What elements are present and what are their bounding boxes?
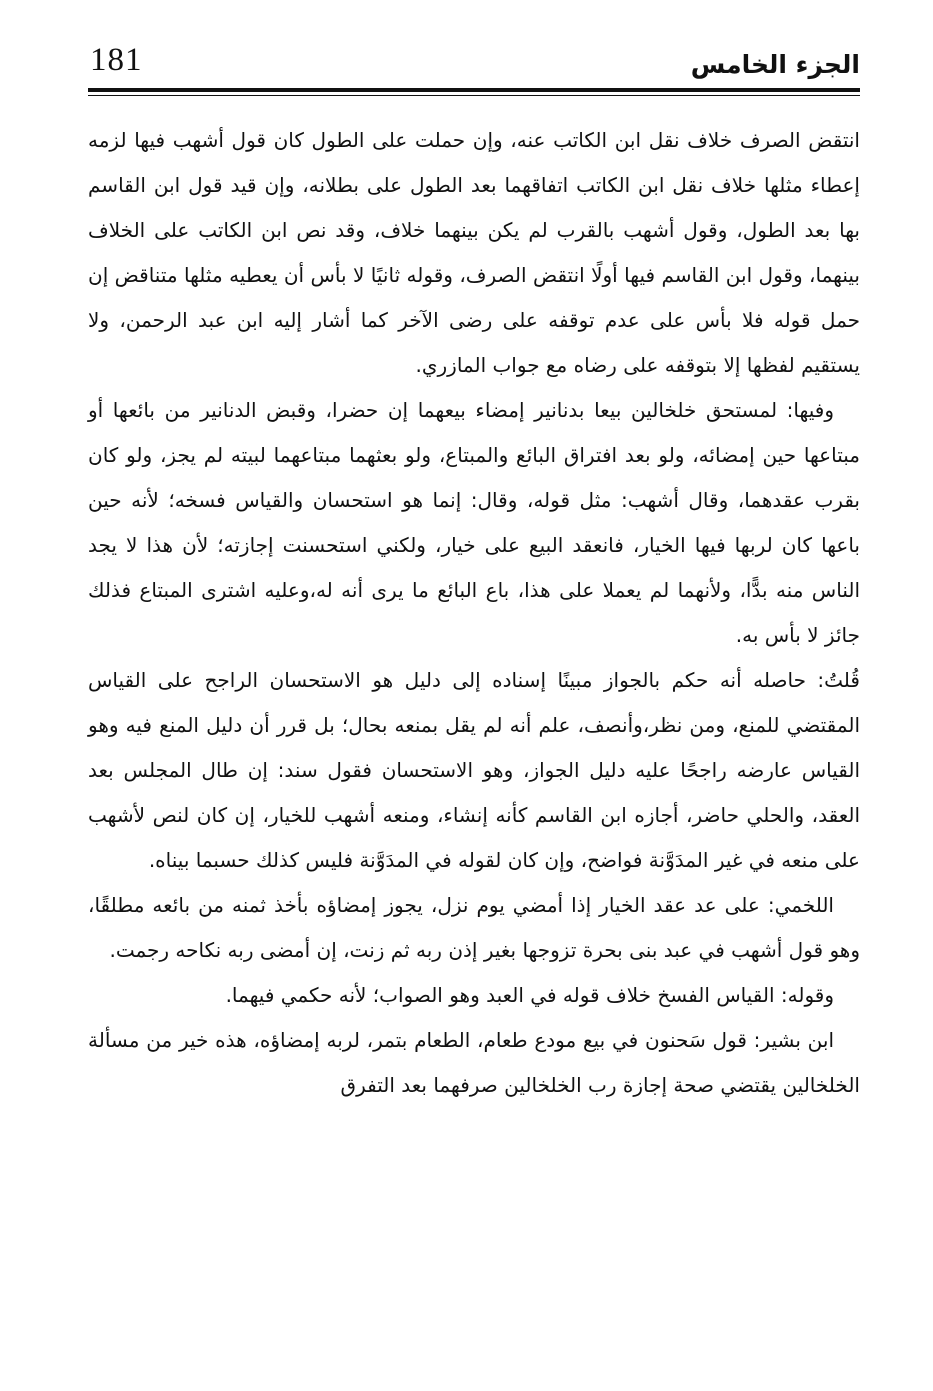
paragraph-6: ابن بشير: قول سَحنون في بيع مودع طعام، الطعام بتمر، لربه إمضاؤه، هذه خير من مسألة الخلخالين يقتضي صحة إجازة رب الخلخالين صرفهما بعد التفرق: [88, 1028, 860, 1097]
paragraph-5: وقوله: القياس الفسخ خلاف قوله في العبد وهو الصواب؛ لأنه حكمي فيهما.: [225, 983, 834, 1007]
header-rule-thin: [88, 95, 860, 96]
paragraph-2: وفيها: لمستحق خلخالين بيعا بدنانير إمضاء بيعهما إن حضرا، وقبض الدنانير من بائعها أو مبتاعها حين إمضائه، ولو بعد افتراق البائع والمبتاع، ولو بعثهما مبتاعهما لبيته لم يجز، ولو كان بقرب عقدهما، وقال أشهب: مثل قوله، وقال: إنما هو استحسان والقياس فسخه؛ لأنه حين باعها كان لربها فيها الخيار، فانعقد البيع على خيار، ولكني استحسنت إجازته؛ لأن هذا لا يجد الناس منه بدًّا، ولأنهما لم يعملا على هذا، باع البائع ما يرى أنه له،وعليه اشترى المبتاع فذلك جائز لا بأس به.: [88, 398, 860, 647]
header-rule-thick: [88, 88, 860, 92]
page-header: [88, 36, 860, 98]
body-text: [88, 118, 860, 1108]
page-number: 181: [90, 42, 143, 78]
part-title: الجزء الخامس: [690, 50, 860, 79]
paragraph-3: قُلتُ: حاصله أنه حكم بالجواز مبينًا إسناده إلى دليل هو الاستحسان الراجح على القياس المقتضي للمنع، ومن نظر،وأنصف، علم أنه لم يقل بمنعه بحال؛ بل قرر أن دليل المنع فيه وهو القياس عارضه راجحًا عليه دليل الجواز، وهو الاستحسان فقول سند: إن طال المجلس بعد العقد، والحلي حاضر، أجازه ابن القاسم كأنه إنشاء، ومنعه أشهب للخيار، إن كان لنص لأشهب على منعه في غير المدَوَّنة فواضح، وإن كان لقوله في المدَوَّنة فليس كذلك حسبما بيناه.: [88, 668, 860, 872]
paragraph-1: انتقض الصرف خلاف نقل ابن الكاتب عنه، وإن حملت على الطول كان قول أشهب فيها لزمه إعطاء مثلها خلاف نقل ابن الكاتب اتفاقهما بعد الطول على بطلانه، وإن قيد قول ابن القاسم بها بعد الطول، وقول أشهب بالقرب لم يكن بينهما خلاف، وقد نص ابن الكاتب على الخلاف بينهما، وقول ابن القاسم فيها أولًا انتقض الصرف، وقوله ثانيًا لا بأس أن يعطيه مثلها متناقض إن حمل قوله فلا بأس على عدم توقفه على رضى الآخر كما أشار إليه ابن عبد الرحمن، ولا يستقيم لفظها إلا بتوقفه على رضاه مع جواب المازري.: [88, 128, 860, 377]
paragraph-4: اللخمي: على عد عقد الخيار إذا أمضي يوم نزل، يجوز إمضاؤه بأخذ ثمنه من بائعه مطلقًا، وهو قول أشهب في عبد بنى بحرة تزوجها بغير إذن ربه ثم زنت، إن أمضى ربه نكاحه رجمت.: [88, 893, 860, 962]
